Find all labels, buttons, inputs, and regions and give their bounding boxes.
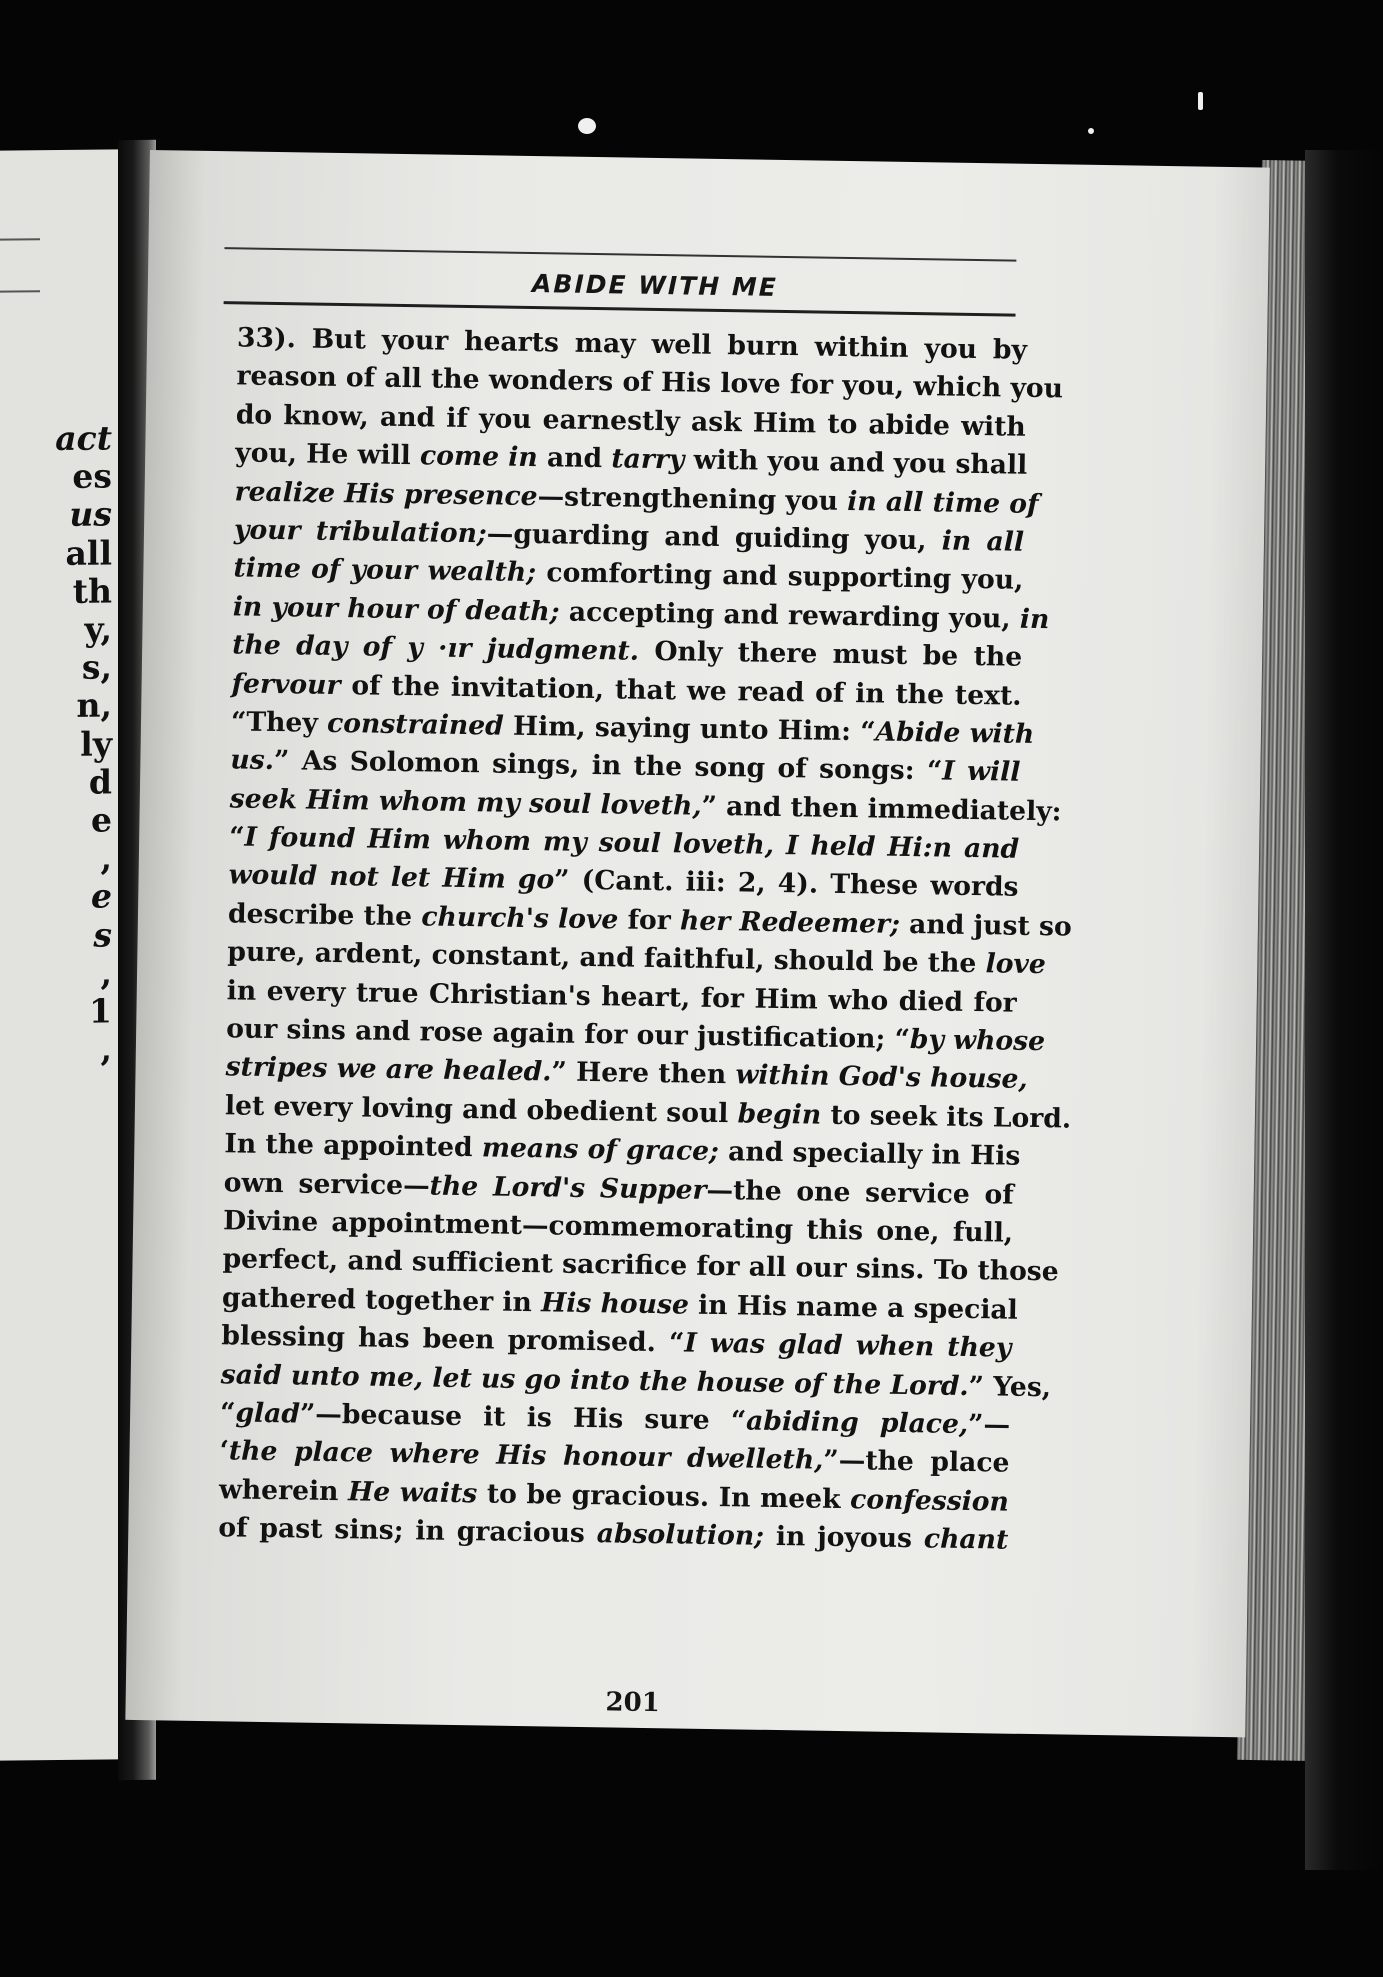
text-run: and specially in His — [718, 1136, 1021, 1172]
left-page-fragment: s — [93, 915, 112, 955]
text-run: —the one service of — [706, 1174, 1014, 1211]
left-page-fragment: us — [69, 494, 112, 535]
text-run: with you and you shall — [684, 444, 1028, 481]
text-run: blessing has been promised. “ — [221, 1320, 685, 1359]
text-run: ” and then immediately: — [701, 790, 1062, 828]
left-page-fragment: es — [72, 456, 112, 497]
italic-text: realize His presence — [234, 475, 538, 512]
text-run: 33). But your hearts may well burn within you by — [236, 322, 1028, 366]
italic-text: us. — [230, 744, 275, 777]
italic-text: would not let Him go — [228, 859, 555, 896]
dust-speck — [1088, 128, 1094, 134]
text-run: wherein — [218, 1473, 349, 1507]
left-facing-page — [0, 149, 118, 1760]
italic-text: chant — [923, 1523, 1009, 1556]
left-page-fragment: , — [100, 953, 112, 993]
text-run: in joyous — [763, 1520, 925, 1555]
left-page-fragment: y, — [84, 609, 112, 649]
page-content — [218, 152, 1072, 1719]
text-run: —strengthening you — [537, 480, 848, 517]
body-text — [218, 319, 1072, 1560]
text-run: ”—because it is His sure “ — [299, 1398, 747, 1437]
italic-text: I found Him whom my soul loveth, I held Hi:n and — [244, 821, 1020, 865]
text-run: and — [537, 442, 612, 475]
italic-text: within God's house, — [735, 1059, 1028, 1096]
italic-text: His house — [540, 1287, 690, 1321]
text-run: ”—the place — [823, 1445, 1010, 1479]
italic-text: her Redeemer; — [679, 905, 901, 940]
text-run: gathered together in — [221, 1282, 542, 1319]
italic-text: means of grace; — [481, 1132, 720, 1168]
text-run: our sins and rose again for our justification; “ — [225, 1013, 911, 1056]
italic-text: Abide with — [875, 716, 1035, 750]
text-run: let every loving and obedient soul — [224, 1090, 738, 1130]
italic-text: tarry — [611, 443, 685, 476]
book-page — [125, 150, 1270, 1737]
text-run: in every true Christian's heart, for Him who died for — [226, 974, 1017, 1019]
text-run: accepting and rewarding you, — [559, 596, 1021, 635]
left-page-fragment: , — [100, 838, 112, 878]
italic-text: come in — [419, 440, 538, 474]
left-page-rule-top — [0, 238, 40, 240]
text-run: pure, ardent, constant, and faithful, should be the — [227, 936, 986, 980]
italic-text: love — [985, 948, 1047, 981]
text-run: own service— — [223, 1166, 430, 1202]
left-page-fragment: th — [72, 571, 112, 611]
text-run: in His name a special — [688, 1289, 1019, 1326]
page-edge-shadow — [1305, 150, 1383, 1870]
italic-text: in your hour of death; — [232, 591, 560, 628]
left-page-fragment: all — [65, 533, 112, 573]
italic-text: absolution; — [596, 1518, 765, 1552]
italic-text: glad — [235, 1397, 301, 1430]
page-number: 201 — [605, 1687, 661, 1719]
text-run: Only there must be the — [638, 635, 1023, 673]
header-rule-top — [224, 247, 1016, 261]
left-page-text-fragments — [0, 149, 118, 1069]
italic-text: in all time of — [846, 485, 1039, 520]
text-run: “They — [230, 706, 328, 739]
italic-text: I will — [942, 755, 1021, 789]
italic-text: fervour — [231, 667, 341, 701]
left-page-fragment: e — [91, 800, 112, 840]
text-run: of the invitation, that we read of in the text. — [340, 669, 1022, 712]
left-page-fragment: n, — [76, 685, 112, 726]
italic-text: the day of y ·ır judgment. — [231, 629, 640, 667]
left-page-fragment: s, — [81, 647, 112, 687]
italic-text: I was glad when they — [684, 1327, 1012, 1364]
text-run: ‘ — [219, 1435, 230, 1467]
text-run: and just so — [899, 908, 1072, 943]
text-run: Divine appointment—commemorating this one, full, — [222, 1205, 1014, 1249]
text-run: perfect, and sufficient sacrifice for all our sins. To those — [222, 1243, 1059, 1288]
italic-text: seek Him whom my soul loveth, — [229, 783, 702, 822]
left-page-fragment: , — [100, 1029, 112, 1069]
italic-text: church's love — [421, 901, 619, 936]
text-run: to be gracious. In meek — [477, 1478, 851, 1515]
italic-text: the place where His honour dwelleth, — [228, 1435, 824, 1477]
left-page-fragment: 1 — [89, 991, 112, 1031]
text-run: ” Here then — [551, 1056, 736, 1091]
text-run: describe the — [227, 898, 422, 933]
italic-text: time of your wealth; — [233, 552, 537, 589]
italic-text: by whose — [909, 1024, 1046, 1058]
text-run: ” (Cant. iii: 2, 4). These words — [553, 864, 1019, 904]
text-run: —guarding and guiding you, — [486, 518, 943, 557]
left-page-rule-bottom — [0, 290, 40, 292]
text-run: you, He will — [235, 437, 421, 472]
left-page-fragment: e — [91, 876, 112, 917]
italic-text: the Lord's Supper — [429, 1170, 707, 1206]
italic-text: He waits — [347, 1475, 478, 1510]
text-run: to seek its Lord. — [820, 1099, 1072, 1135]
italic-text: stripes we are healed. — [225, 1051, 552, 1088]
italic-text: confession — [849, 1483, 1010, 1518]
text-run: reason of all the wonders of His love for you, which you — [236, 360, 1064, 405]
text-run: for — [618, 904, 681, 937]
italic-text: constrained — [326, 707, 505, 742]
italic-text: abiding place, — [745, 1405, 969, 1440]
left-page-fragment: d — [88, 762, 112, 802]
text-run: do know, and if you earnestly ask Him to abide with — [235, 399, 1026, 443]
text-run: ” Yes, — [968, 1370, 1052, 1403]
dust-speck — [1198, 92, 1203, 110]
text-run: In the appointed — [224, 1128, 483, 1164]
text-run: Him, saying unto Him: “ — [503, 710, 876, 748]
italic-text: in all — [941, 525, 1025, 558]
italic-text: said unto me, let us go into the house of the Lord. — [220, 1358, 969, 1402]
text-run: ”— — [967, 1408, 1011, 1441]
dust-speck — [578, 118, 596, 134]
text-run: “ — [228, 821, 245, 853]
text-run: “ — [219, 1397, 236, 1429]
italic-text: your tribulation; — [233, 514, 488, 550]
left-page-fragment: act — [55, 418, 112, 459]
text-run: comforting and supporting you, — [535, 557, 1024, 597]
running-head: ABIDE WITH ME — [531, 269, 779, 302]
left-page-fragment: ly — [80, 724, 112, 764]
text-run: ” As Solomon sings, in the song of songs: “ — [273, 745, 943, 787]
text-run: of past sins; in gracious — [218, 1512, 598, 1550]
italic-text: begin — [737, 1098, 822, 1131]
italic-text: in — [1019, 603, 1050, 635]
